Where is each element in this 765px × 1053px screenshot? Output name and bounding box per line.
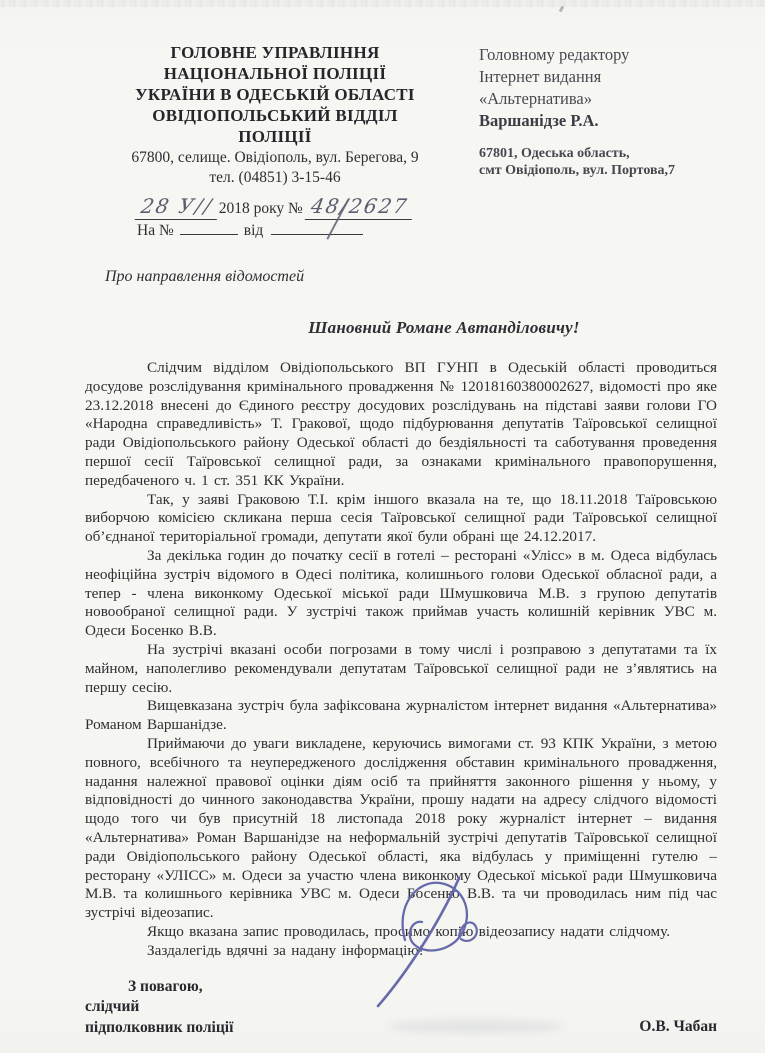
body-paragraph: Так, у заяві Граковою Т.І. крім іншого вказала на те, що 18.11.2018 Таїровською виборчою комісією скликана перша сесія Таїровської селищної ради Таїровської селищної об’єднаної територіальної громади, депутати якої були обрані ще 24.12.2017. (85, 490, 717, 546)
recipient-address-line: смт Овідіополь, вул. Портова,7 (479, 163, 676, 178)
letter-body (85, 359, 717, 961)
signer-position-line: слідчий (85, 998, 140, 1015)
sender-organization-title (99, 42, 451, 147)
ref-prefix-text: На № (137, 222, 174, 239)
subject-line: Про направлення відомостей (105, 268, 305, 285)
closing-salute: З повагою, (128, 977, 203, 995)
sender-address (99, 148, 451, 188)
sender-phone: тел. (04851) 3-15-46 (209, 169, 341, 186)
sender-title-line: ПОЛІЦІЇ (238, 127, 312, 146)
body-paragraph: Заздалегідь вдячні за надану інформацію! (147, 941, 424, 959)
closing-left-column (85, 977, 233, 1039)
body-paragraph: На зустрічі вказані особи погрозами в тому числі і розправою з депутатами та їх майном, наполегливо рекомендували депутатам Таїровської селищної ради не з’являтись на першу сесію. (85, 640, 717, 696)
signer-name: О.В. Чабан (639, 1017, 717, 1035)
body-paragraph: Слідчим відділом Овідіопольського ВП ГУНП в Одеській області проводиться досудове розслідування кримінального провадження № 12018160380002627, відомості про яке 23.12.2018 внесені до Єдиного реєстру досудових розслідувань на підставі заяви голови ГО «Народна справедливість» Т. Гракової, щодо підбурювання депутатів Таїровської селищної ради Овідіопольського району Одеської області до бездіяльності та саботування проведення першої сесії Таїровської селищної ради, за ознаками кримінального правопорушення, передбаченого ч. 1 ст. 351 КК України. (85, 359, 717, 489)
body-paragraph: Приймаючи до уваги викладене, керуючись вимогами ст. 93 КПК України, з метою повного, всебічного та неупередженого дослідження обставин кримінального провадження, надання належної правової оцінки діям осіб та прийняття законного рішення у ньому, у відповідності до чинного законодавства України, прошу надати на адресу слідчого відомості щодо того чи був присутній 18 листопада 2018 року журналіст інтернет – видання «Альтернатива» Роман Варшанідзе на неформальній зустрічі депутатів Таїровської селищної ради Овідіопольського району Одеської області, яка відбулась у приміщенні гутелю – ресторану «УЛІСС» м. Одеси за участю члена виконкому Одеської міської ради Шмушковича М.В. та колишнього керівника УВС м. Одеси Босенко В.В. та чи проводилась ним під час зустрічі відеозапис. (85, 734, 717, 922)
sender-title-line: НАЦІОНАЛЬНОЇ ПОЛІЦІЇ (163, 64, 387, 83)
sender-block (99, 42, 451, 240)
recipient-block (479, 42, 717, 240)
recipient-line: Головному редактору (479, 45, 630, 64)
reference-line (99, 222, 451, 240)
body-paragraph: За декілька годин до початку сесії в готелі – ресторані «Улісс» в м. Одеса відбулась неофіційна зустріч відомого в Одесі політика, колишнього голови Одеської обласної ради, а тепер - члена виконкому Одеської міської ради Шмушковича М.В. з групою депутатів новообраної селищної ради. У зустрічі також приймав участь колишній керівник УВС м. Одеси Босенко В.В. (85, 546, 717, 640)
handwritten-date: 28 У// (135, 194, 221, 220)
ref-mid-text: від (243, 222, 264, 239)
signer-position-line: підполковник поліції (85, 1018, 234, 1036)
recipient-address (479, 145, 717, 179)
body-paragraph: Вищевказана зустріч була зафіксована журналістом інтернет видання «Альтернатива» Романом Варшанідзе. (85, 697, 717, 734)
sender-title-line: УКРАЇНИ В ОДЕСЬКІЙ ОБЛАСТІ (135, 85, 415, 104)
recipient-line: «Альтернатива» (479, 89, 592, 108)
scan-edge-artifact (0, 0, 765, 7)
handwritten-outgoing-number: 48/2627 (304, 194, 416, 220)
recipient-line: Інтернет видання (479, 67, 602, 86)
sender-title-line: ОВІДІОПОЛЬСЬКИЙ ВІДДІЛ (152, 106, 398, 125)
sender-title-line: ГОЛОВНЕ УПРАВЛІННЯ (170, 43, 380, 62)
ref-number-blank (180, 222, 238, 235)
date-printed-text: 2018 року № (218, 200, 303, 217)
handwritten-signature (362, 872, 507, 1017)
letterhead (85, 42, 717, 240)
salutation: Шановний Романе Автанділовичу! (308, 318, 580, 337)
body-paragraph: Якщо вказана запис проводилась, просимо копію відеозапису надати слідчому. (147, 922, 670, 940)
sender-address-line: 67800, селище. Овідіополь, вул. Берегова, 9 (131, 149, 419, 166)
recipient-address-line: 67801, Одеська область, (479, 146, 630, 161)
ref-date-blank (271, 222, 363, 235)
recipient-name: Варшанідзе Р.А. (479, 111, 599, 130)
scan-smudge (388, 1020, 563, 1033)
date-line (99, 194, 451, 220)
